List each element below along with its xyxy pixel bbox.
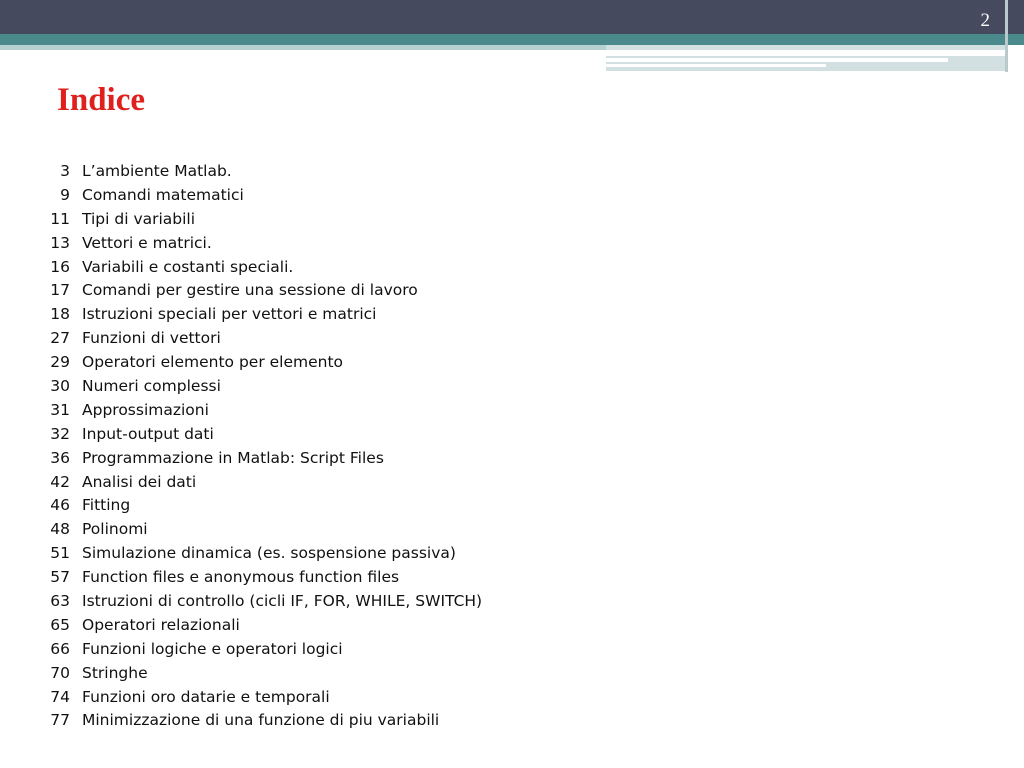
toc-entry	[40, 208, 482, 232]
toc-entry	[40, 614, 482, 638]
toc-page-number: 18	[50, 305, 70, 324]
header-right-accent-line	[606, 50, 1006, 56]
toc-page-number: 11	[50, 209, 70, 228]
toc-entry	[40, 566, 482, 590]
toc-page-number: 29	[50, 353, 70, 372]
toc-page-number: 17	[50, 281, 70, 300]
toc-entry	[40, 662, 482, 686]
toc-entry-label: Function files e anonymous function files	[82, 568, 400, 587]
toc-page-number: 46	[50, 496, 70, 515]
toc-entry	[40, 423, 482, 447]
toc-entry	[40, 351, 482, 375]
toc-entry-label: Programmazione in Matlab: Script Files	[82, 448, 384, 467]
toc-entry-label: Tipi di variabili	[82, 209, 196, 228]
toc-entry-label: Comandi per gestire una sessione di lavoro	[82, 281, 418, 300]
header-right-accent-line	[606, 64, 826, 67]
toc-entry-label: L’ambiente Matlab.	[82, 162, 232, 180]
toc-entry	[40, 184, 482, 208]
toc-entry-label: Vettori e matrici.	[82, 233, 212, 252]
toc-page-number: 27	[50, 329, 70, 348]
toc-page-number: 36	[50, 448, 70, 467]
toc-entry	[40, 303, 482, 327]
toc-entry	[40, 518, 482, 542]
toc-entry	[40, 590, 482, 614]
toc-page-number: 48	[50, 520, 70, 539]
table-of-contents	[40, 160, 482, 733]
toc-entry-label: Stringhe	[82, 663, 148, 682]
header-teal-stripe	[0, 34, 1024, 45]
toc-page-number: 74	[50, 687, 70, 706]
toc-entry	[40, 494, 482, 518]
toc-page-number: 65	[50, 615, 70, 634]
toc-entry-label: Funzioni oro datarie e temporali	[82, 687, 330, 706]
toc-entry-label: Istruzioni speciali per vettori e matrici	[82, 305, 377, 324]
toc-entry	[40, 471, 482, 495]
toc-page-number: 31	[50, 400, 70, 419]
toc-entry-label: Operatori elemento per elemento	[82, 353, 344, 372]
toc-entry-label: Variabili e costanti speciali.	[82, 257, 294, 276]
toc-page-number: 16	[50, 257, 70, 276]
toc-page-number: 51	[50, 544, 70, 563]
toc-entry	[40, 160, 482, 184]
toc-page-number: 32	[50, 424, 70, 443]
toc-page-number: 30	[50, 377, 70, 396]
toc-entry	[40, 447, 482, 471]
toc-entry-label: Operatori relazionali	[82, 615, 240, 634]
toc-entry	[40, 232, 482, 256]
header-light-stripe	[0, 45, 606, 50]
toc-entry-label: Istruzioni di controllo (cicli IF, FOR, WHILE, SWITCH)	[82, 592, 483, 611]
toc-page-number: 66	[50, 639, 70, 658]
toc-entry	[40, 279, 482, 303]
toc-page-number: 57	[50, 568, 70, 587]
toc-entry-label: Comandi matematici	[82, 185, 244, 204]
toc-entry-label: Funzioni di vettori	[82, 329, 221, 348]
toc-entry	[40, 709, 482, 733]
toc-page-number: 77	[50, 711, 70, 730]
header-right-accent-line	[606, 58, 948, 62]
toc-entry	[40, 542, 482, 566]
toc-entry-label: Funzioni logiche e operatori logici	[82, 639, 343, 658]
toc-entry-label: Analisi dei dati	[82, 472, 197, 491]
toc-entry	[40, 686, 482, 710]
toc-entry	[40, 399, 482, 423]
toc-page-number: 9	[60, 185, 70, 204]
header-band	[0, 0, 1024, 34]
toc-entry-label: Approssimazioni	[82, 400, 209, 419]
toc-entry-label: Minimizzazione di una funzione di piu variabili	[82, 711, 440, 730]
toc-page-number: 42	[50, 472, 70, 491]
toc-page-number: 63	[50, 592, 70, 611]
toc-entry	[40, 638, 482, 662]
toc-page-number: 13	[50, 233, 70, 252]
toc-page-number: 3	[60, 162, 70, 180]
toc-entry	[40, 327, 482, 351]
toc-entry-label: Fitting	[82, 496, 131, 515]
header-vertical-divider	[1005, 0, 1008, 72]
toc-entry	[40, 256, 482, 280]
toc-entry-label: Input-output dati	[82, 424, 214, 443]
slide-title: Indice	[57, 82, 146, 118]
toc-page-number: 70	[50, 663, 70, 682]
toc-entry-label: Polinomi	[82, 520, 148, 539]
toc-entry-label: Simulazione dinamica (es. sospensione passiva)	[82, 544, 456, 563]
toc-entry-label: Numeri complessi	[82, 377, 221, 396]
slide-number: 2	[980, 10, 990, 31]
toc-entry	[40, 375, 482, 399]
